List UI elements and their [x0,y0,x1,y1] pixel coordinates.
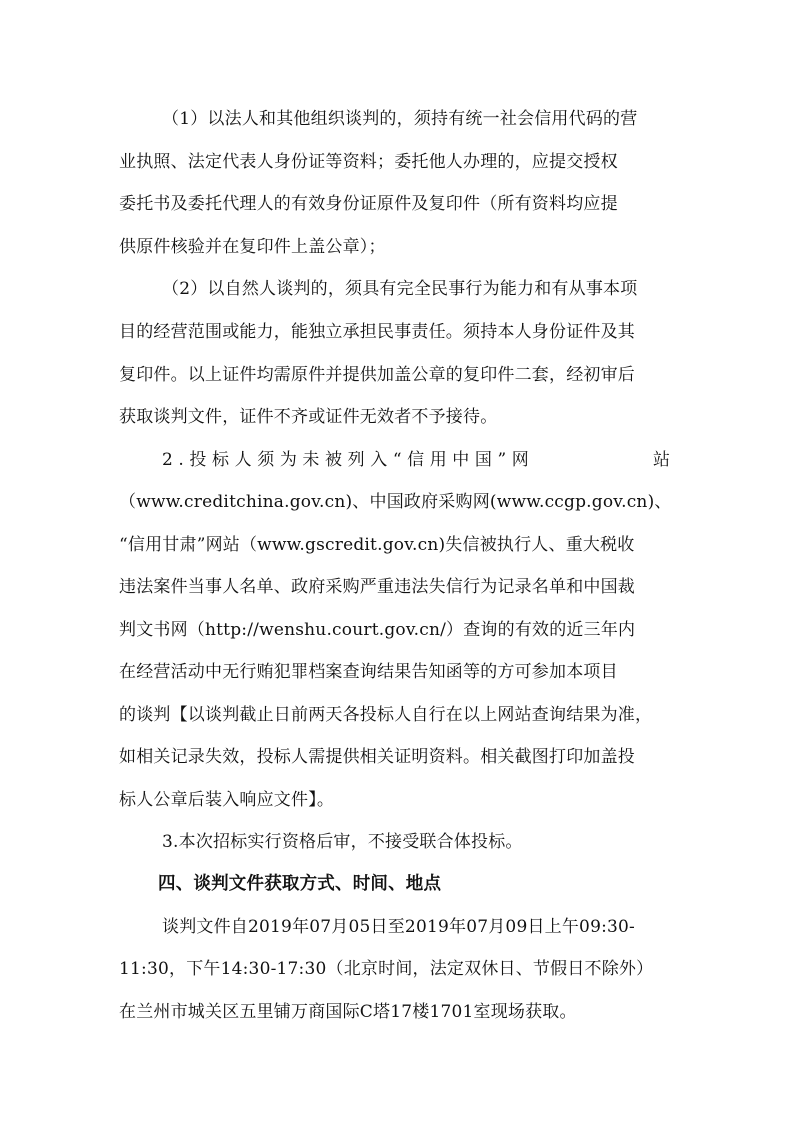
paragraph-line: 谈判文件自2019年07月05日至2019年07月09日上午09:30- [162,917,635,937]
paragraph-line: 如相关记录失效，投标人需提供相关证明资料。相关截图打印加盖投 [119,747,635,767]
paragraph-line: 11:30，下午14:30-17:30（北京时间，法定双休日、节假日不除外） [119,959,654,979]
paragraph-line: 在经营活动中无行贿犯罪档案查询结果告知函等的方可参加本项目 [119,662,618,682]
paragraph-line: 违法案件当事人名单、政府采购严重违法失信行为记录名单和中国裁 [119,577,635,597]
paragraph-line: 2.投标人须为未被列入“信用中国”网 [162,450,535,470]
paragraph-line-end: 站 [653,450,671,470]
paragraph-line: 目的经营范围或能力，能独立承担民事责任。须持本人身份证件及其 [119,322,635,342]
paragraph-line: 在兰州市城关区五里铺万商国际C塔17楼1701室现场获取。 [119,1002,577,1022]
paragraph-line: （1）以法人和其他组织谈判的，须持有统一社会信用代码的营 [162,109,638,129]
paragraph-line: 业执照、法定代表人身份证等资料；委托他人办理的，应提交授权 [119,152,618,172]
paragraph-line: （www.creditchina.gov.cn)、中国政府采购网(www.ccgp.gov.cn)、 [119,492,672,512]
paragraph-line: 获取谈判文件，证件不齐或证件无效者不予接待。 [119,407,498,427]
paragraph-line: 供原件核验并在复印件上盖公章）； [119,237,386,257]
paragraph-line: 委托书及委托代理人的有效身份证原件及复印件（所有资料均应提 [119,194,618,214]
paragraph-line: （2）以自然人谈判的，须具有完全民事行为能力和有从事本项 [162,279,638,299]
paragraph-line: 的谈判【以谈判截止日前两天各投标人自行在以上网站查询结果为准， [119,705,653,725]
section-heading: 四、谈判文件获取方式、时间、地点 [158,874,442,894]
paragraph-line: “信用甘肃”网站（www.gscredit.gov.cn)失信被执行人、重大税收 [119,535,635,555]
paragraph-line: 标人公章后装入响应文件】。 [119,790,335,810]
paragraph-line: 判文书网（http://wenshu.court.gov.cn/）查询的有效的近三年内 [119,620,636,640]
paragraph-line: 复印件。以上证件均需原件并提供加盖公章的复印件二套，经初审后 [119,365,635,385]
paragraph-line: 3.本次招标实行资格后审，不接受联合体投标。 [162,832,523,852]
